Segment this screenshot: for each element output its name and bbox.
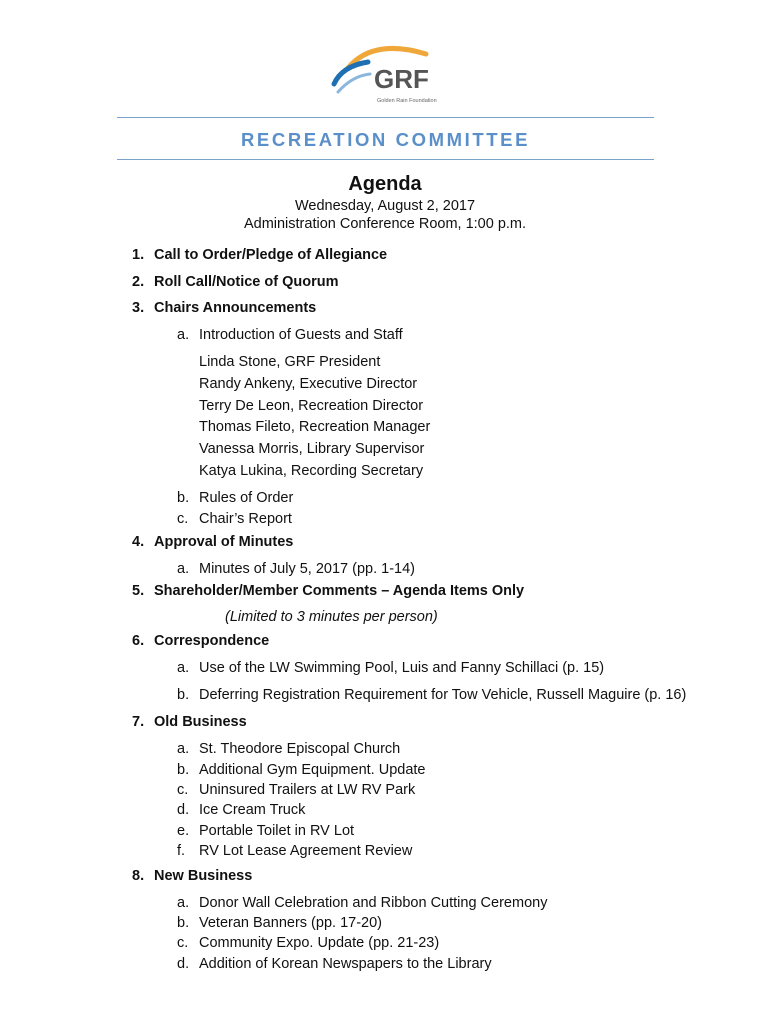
sub-item-text: Use of the LW Swimming Pool, Luis and Fanny Schillaci (p. 15)	[199, 660, 605, 676]
sub-item-text: Minutes of July 5, 2017 (pp. 1-14)	[199, 561, 416, 577]
agenda-item-2	[132, 274, 338, 290]
item-title: Approval of Minutes	[154, 534, 294, 550]
sub-item-text: Community Expo. Update (pp. 21-23)	[199, 935, 440, 951]
sub-item-text: Additional Gym Equipment. Update	[199, 762, 426, 778]
guest-name: Katya Lukina, Recording Secretary	[199, 463, 424, 479]
sub-item	[177, 935, 439, 951]
sub-item-letter: a.	[177, 660, 190, 676]
agenda-item-4	[132, 534, 293, 550]
agenda-item-7	[132, 714, 247, 730]
item-number: 7.	[132, 714, 145, 730]
sub-item	[177, 511, 292, 527]
agenda-title: Agenda	[348, 173, 422, 195]
sub-item	[177, 895, 547, 911]
sub-item-text: Rules of Order	[199, 490, 294, 506]
agenda-item-1	[132, 247, 387, 263]
sub-item-letter: a.	[177, 741, 190, 757]
sub-item	[177, 915, 382, 931]
guest-name: Randy Ankeny, Executive Director	[199, 376, 418, 392]
agenda-item-3	[132, 300, 316, 316]
sub-item-text: Donor Wall Celebration and Ribbon Cutting Ceremony	[199, 895, 548, 911]
item-title: Chairs Announcements	[154, 300, 317, 316]
sub-item-letter: b.	[177, 490, 190, 506]
item-number: 8.	[132, 868, 145, 884]
sub-item-letter: b.	[177, 687, 190, 703]
sub-item-letter: a.	[177, 327, 190, 343]
sub-item-letter: b.	[177, 762, 190, 778]
sub-item	[177, 561, 415, 577]
sub-item-letter: d.	[177, 956, 190, 972]
sub-item-text: St. Theodore Episcopal Church	[199, 741, 401, 757]
sub-item	[177, 490, 293, 506]
sub-item-letter: a.	[177, 561, 190, 577]
logo-text: GRF	[374, 64, 429, 94]
item-number: 6.	[132, 633, 145, 649]
item-number: 3.	[132, 300, 145, 316]
meeting-date: Wednesday, August 2, 2017	[294, 198, 476, 214]
sub-item	[177, 660, 604, 676]
sub-item-text: Introduction of Guests and Staff	[199, 327, 403, 343]
item-number: 2.	[132, 274, 145, 290]
agenda-item-5	[132, 583, 524, 599]
sub-item-letter: e.	[177, 823, 190, 839]
logo-tagline: Golden Rain Foundation	[377, 98, 437, 104]
time-limit-note: (Limited to 3 minutes per person)	[225, 609, 438, 625]
committee-title: RECREATION COMMITTEE	[240, 129, 531, 150]
sub-item	[177, 956, 492, 972]
sub-item-text: Deferring Registration Requirement for Tow Vehicle, Russell Maguire (p. 16)	[199, 687, 687, 703]
sub-item	[177, 741, 400, 757]
header-rule-bottom	[117, 159, 654, 160]
item-number: 4.	[132, 534, 145, 550]
item-title: Call to Order/Pledge of Allegiance	[154, 247, 388, 263]
sub-item	[177, 327, 403, 343]
sub-item	[177, 843, 412, 859]
grf-logo	[328, 40, 446, 110]
sub-item-letter: c.	[177, 935, 189, 951]
sub-item-letter: d.	[177, 802, 190, 818]
guest-name: Thomas Fileto, Recreation Manager	[199, 419, 431, 435]
sub-item-text: Uninsured Trailers at LW RV Park	[199, 782, 416, 798]
sub-item-letter: b.	[177, 915, 190, 931]
agenda-item-8	[132, 868, 252, 884]
agenda-item-6	[132, 633, 269, 649]
sub-item-text: Chair’s Report	[199, 511, 292, 527]
sub-item-text: Addition of Korean Newspapers to the Library	[199, 956, 492, 972]
item-title: Shareholder/Member Comments – Agenda Items Only	[154, 583, 525, 599]
sub-item-letter: c.	[177, 782, 189, 798]
guest-name: Linda Stone, GRF President	[199, 354, 381, 370]
sub-item-text: Ice Cream Truck	[199, 802, 306, 818]
sub-item-letter: a.	[177, 895, 190, 911]
logo-arc-blue-2	[338, 74, 370, 92]
guest-name: Vanessa Morris, Library Supervisor	[199, 441, 425, 457]
item-number: 5.	[132, 583, 145, 599]
sub-item	[177, 687, 686, 703]
item-title: New Business	[154, 868, 253, 884]
meeting-location: Administration Conference Room, 1:00 p.m.	[243, 216, 527, 232]
sub-item	[177, 802, 305, 818]
sub-item	[177, 782, 415, 798]
item-title: Old Business	[154, 714, 247, 730]
sub-item-letter: c.	[177, 511, 189, 527]
item-title: Correspondence	[154, 633, 270, 649]
sub-item-text: Veteran Banners (pp. 17-20)	[199, 915, 382, 931]
sub-item-text: Portable Toilet in RV Lot	[199, 823, 355, 839]
sub-item-text: RV Lot Lease Agreement Review	[199, 843, 413, 859]
guest-name: Terry De Leon, Recreation Director	[199, 398, 424, 414]
item-number: 1.	[132, 247, 145, 263]
sub-item	[177, 823, 354, 839]
sub-item-letter: f.	[177, 843, 186, 859]
item-title: Roll Call/Notice of Quorum	[154, 274, 339, 290]
sub-item	[177, 762, 426, 778]
header-rule-top	[117, 117, 654, 118]
